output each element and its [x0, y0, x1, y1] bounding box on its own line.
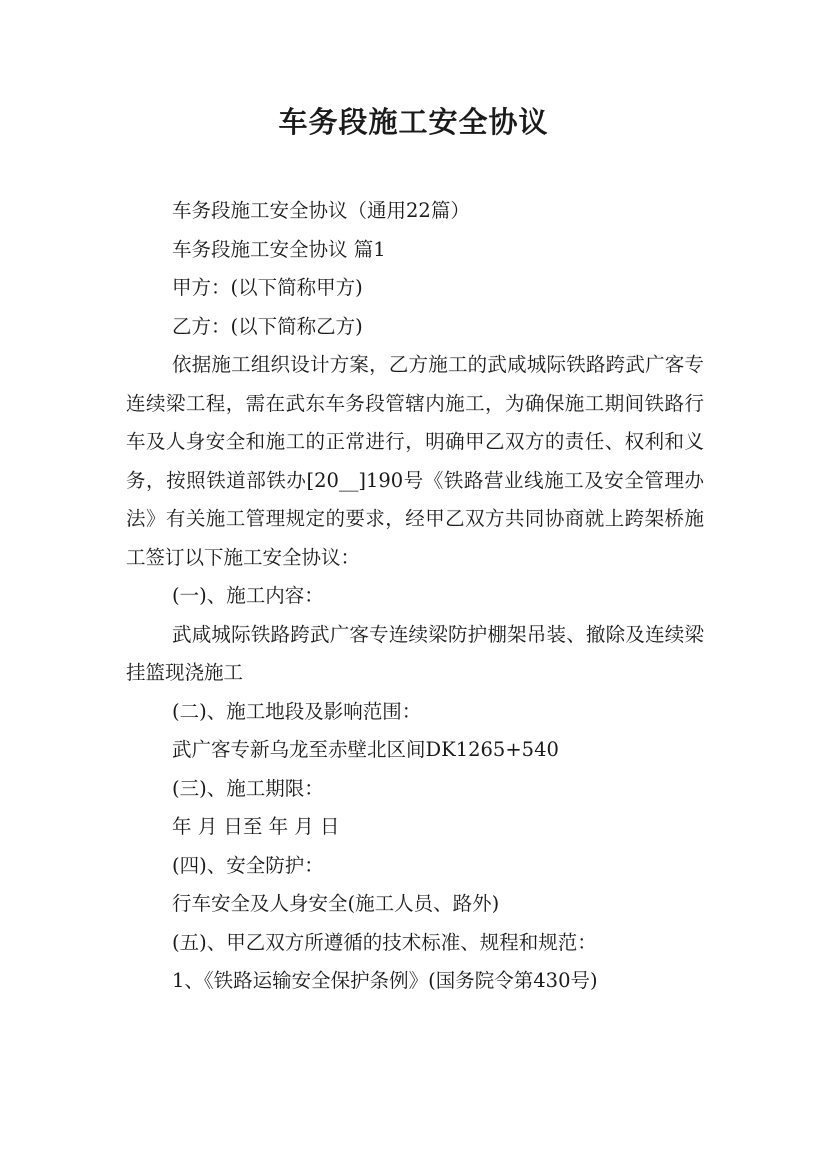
paragraph-subtitle: 车务段施工安全协议（通用22篇）	[172, 199, 470, 222]
paragraph-item-1-content: 武咸城际铁路跨武广客专连续梁防护棚架吊装、撤除及连续梁挂篮现浇施工	[126, 622, 704, 684]
paragraph-item-2-heading: (二)、施工地段及影响范围：	[172, 699, 422, 723]
paragraph-item-3-content: 年 月 日至 年 月 日	[172, 815, 340, 838]
paragraph-preamble: 依据施工组织设计方案，乙方施工的武咸城际铁路跨武广客专连续梁工程，需在武东车务段管辖内施工，为确保施工期间铁路行车及人身安全和施工的正常进行，明确甲乙双方的责任、权利和义务，按照铁道部铁办[20__]190号《铁路营业线施工及安全管理办法》有关施工管理规定的要求，经甲乙双方共同协商就上跨架桥施工签订以下施工安全协议：	[126, 353, 704, 569]
paragraph-item-4-content: 行车安全及人身安全(施工人员、路外)	[172, 892, 500, 915]
document-body	[126, 192, 704, 1001]
paragraph-item-3-heading: (三)、施工期限：	[172, 776, 324, 800]
paragraph-item-4-heading: (四)、安全防护：	[172, 853, 324, 877]
paragraph-item-5-heading: (五)、甲乙双方所遵循的技术标准、规程和规范：	[172, 930, 597, 954]
paragraph-item-1-heading: (一)、施工内容：	[172, 584, 324, 607]
paragraph-party-b: 乙方：(以下简称乙方)	[172, 314, 363, 338]
document-title: 车务段施工安全协议	[278, 105, 549, 139]
paragraph-section-heading: 车务段施工安全协议 篇1	[172, 237, 386, 261]
paragraph-party-a: 甲方：(以下简称甲方)	[172, 276, 363, 299]
paragraph-item-5-content: 1、《铁路运输安全保护条例》(国务院令第430号)	[172, 969, 598, 992]
paragraph-item-2-content: 武广客专新乌龙至赤壁北区间DK1265+540	[172, 738, 559, 761]
